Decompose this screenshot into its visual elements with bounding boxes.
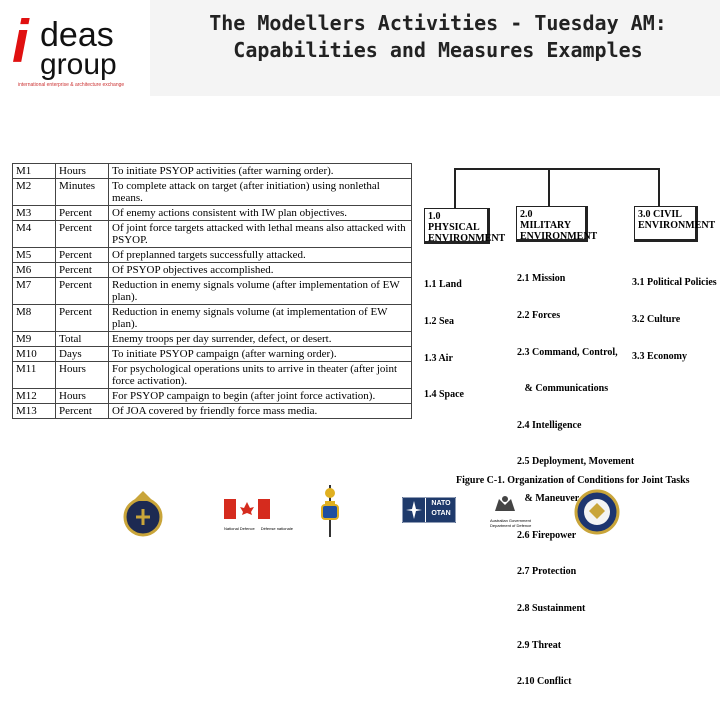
list-item: 2.7 Protection xyxy=(517,566,577,578)
org-box-military: 2.0 MILITARY ENVIRONMENT xyxy=(516,206,588,242)
measure-id: M2 xyxy=(13,179,56,206)
connector-top xyxy=(454,168,660,170)
measure-unit: Percent xyxy=(56,206,109,221)
table-row xyxy=(13,263,412,278)
measure-desc: Of PSYOP objectives accomplished. xyxy=(109,263,412,278)
measure-unit: Percent xyxy=(56,263,109,278)
measure-desc: For psychological operations units to arrive in theater (after joint force activation). xyxy=(109,362,412,389)
measure-id: M10 xyxy=(13,347,56,362)
measure-desc: To initiate PSYOP campaign (after warning order). xyxy=(109,347,412,362)
list-item: & Maneuver xyxy=(517,493,580,505)
nato-logo xyxy=(402,497,456,528)
list-item: 3.3 Economy xyxy=(632,350,687,362)
table-row xyxy=(13,278,412,305)
measure-unit: Hours xyxy=(56,362,109,389)
list-item: 2.4 Intelligence xyxy=(517,419,582,431)
table-row xyxy=(13,164,412,179)
measure-desc: Enemy troops per day surrender, defect, or desert. xyxy=(109,332,412,347)
australia-logo xyxy=(490,495,538,528)
table-row xyxy=(13,179,412,206)
table-row xyxy=(13,389,412,404)
measure-unit: Percent xyxy=(56,278,109,305)
logo-deas: deas xyxy=(40,16,114,54)
measure-unit: Percent xyxy=(56,305,109,332)
measure-desc: For PSYOP campaign to begin (after joint force activation). xyxy=(109,389,412,404)
measure-unit: Percent xyxy=(56,248,109,263)
org-box-physical: 1.0 PHYSICAL ENVIRONMENT xyxy=(424,208,490,244)
table-row xyxy=(13,347,412,362)
measure-unit: Minutes xyxy=(56,179,109,206)
list-item: 2.9 Threat xyxy=(517,639,562,651)
logo-i: i xyxy=(12,8,29,75)
measure-id: M12 xyxy=(13,389,56,404)
physical-list xyxy=(424,255,464,426)
measure-desc: Of JOA covered by friendly force mass media. xyxy=(109,404,412,419)
ideas-group-logo xyxy=(4,4,150,94)
measure-unit: Hours xyxy=(56,389,109,404)
otan-label: OTAN xyxy=(431,510,451,517)
canada-left-text: National Defence xyxy=(224,526,255,531)
measure-id: M11 xyxy=(13,362,56,389)
list-item: 1.2 Sea xyxy=(424,316,454,328)
australia-text: Australian Government Department of Defence xyxy=(490,518,532,528)
list-item: 3.2 Culture xyxy=(632,314,681,326)
page-title xyxy=(160,10,716,64)
table-row xyxy=(13,305,412,332)
logo-tagline: international enterprise & architecture exchange xyxy=(18,82,125,88)
logo-group: group xyxy=(40,48,117,81)
measure-desc: Reduction in enemy signals volume (at implementation of EW plan). xyxy=(109,305,412,332)
measure-unit: Total xyxy=(56,332,109,347)
measure-desc: Of enemy actions consistent with IW plan objectives. xyxy=(109,206,412,221)
table-row xyxy=(13,404,412,419)
measure-unit: Days xyxy=(56,347,109,362)
dod-seal-icon xyxy=(574,489,620,540)
measure-unit: Percent xyxy=(56,404,109,419)
connector-mid xyxy=(548,168,550,206)
table-row xyxy=(13,206,412,221)
measure-desc: To initiate PSYOP activities (after warning order). xyxy=(109,164,412,179)
measure-id: M6 xyxy=(13,263,56,278)
connector-left xyxy=(454,168,456,208)
canada-flag-icon xyxy=(224,499,270,519)
measure-id: M3 xyxy=(13,206,56,221)
measure-id: M4 xyxy=(13,221,56,248)
measure-id: M8 xyxy=(13,305,56,332)
crest-1-icon xyxy=(120,489,166,544)
measure-id: M7 xyxy=(13,278,56,305)
list-item: 2.8 Sustainment xyxy=(517,602,586,614)
list-item: & Communications xyxy=(517,383,609,395)
list-item: 2.6 Firepower xyxy=(517,529,577,541)
connector-right xyxy=(658,168,660,206)
figure-caption: Figure C-1. Organization of Conditions for Joint Tasks xyxy=(456,475,690,486)
measure-id: M5 xyxy=(13,248,56,263)
list-item: 1.1 Land xyxy=(424,279,462,291)
title-line-1: The Modellers Activities - Tuesday AM: xyxy=(209,11,667,35)
australia-crest-icon xyxy=(490,495,520,513)
measure-desc: To complete attack on target (after initiation) using nonlethal means. xyxy=(109,179,412,206)
list-item: 1.3 Air xyxy=(424,352,453,364)
canada-right-text: Défense nationale xyxy=(260,526,293,531)
measure-unit: Hours xyxy=(56,164,109,179)
measure-id: M13 xyxy=(13,404,56,419)
list-item: 1.4 Space xyxy=(424,389,464,401)
table-row xyxy=(13,248,412,263)
list-item: 2.10 Conflict xyxy=(517,676,572,688)
measure-unit: Percent xyxy=(56,221,109,248)
sword-crest-icon xyxy=(318,485,342,544)
list-item: 2.3 Command, Control, xyxy=(517,346,618,358)
measure-id: M9 xyxy=(13,332,56,347)
list-item: 2.1 Mission xyxy=(517,273,566,285)
list-item: 2.2 Forces xyxy=(517,310,561,322)
table-row xyxy=(13,221,412,248)
measure-desc: Of joint force targets attacked with lethal means also attacked with PSYOP. xyxy=(109,221,412,248)
footer-logos xyxy=(0,485,720,540)
table-row xyxy=(13,362,412,389)
org-box-civil: 3.0 CIVIL ENVIRONMENT xyxy=(634,206,698,242)
measure-id: M1 xyxy=(13,164,56,179)
civil-list xyxy=(632,253,717,387)
measures-table xyxy=(12,163,412,419)
measure-desc: Of preplanned targets successfully attacked. xyxy=(109,248,412,263)
list-item: 3.1 Political Policies xyxy=(632,277,717,289)
list-item: 2.5 Deployment, Movement xyxy=(517,456,635,468)
canada-logo xyxy=(224,499,293,531)
table-row xyxy=(13,332,412,347)
title-line-2: Capabilities and Measures Examples xyxy=(233,38,643,62)
measure-desc: Reduction in enemy signals volume (after implementation of EW plan). xyxy=(109,278,412,305)
nato-label: NATO xyxy=(431,500,451,507)
header xyxy=(0,0,720,96)
